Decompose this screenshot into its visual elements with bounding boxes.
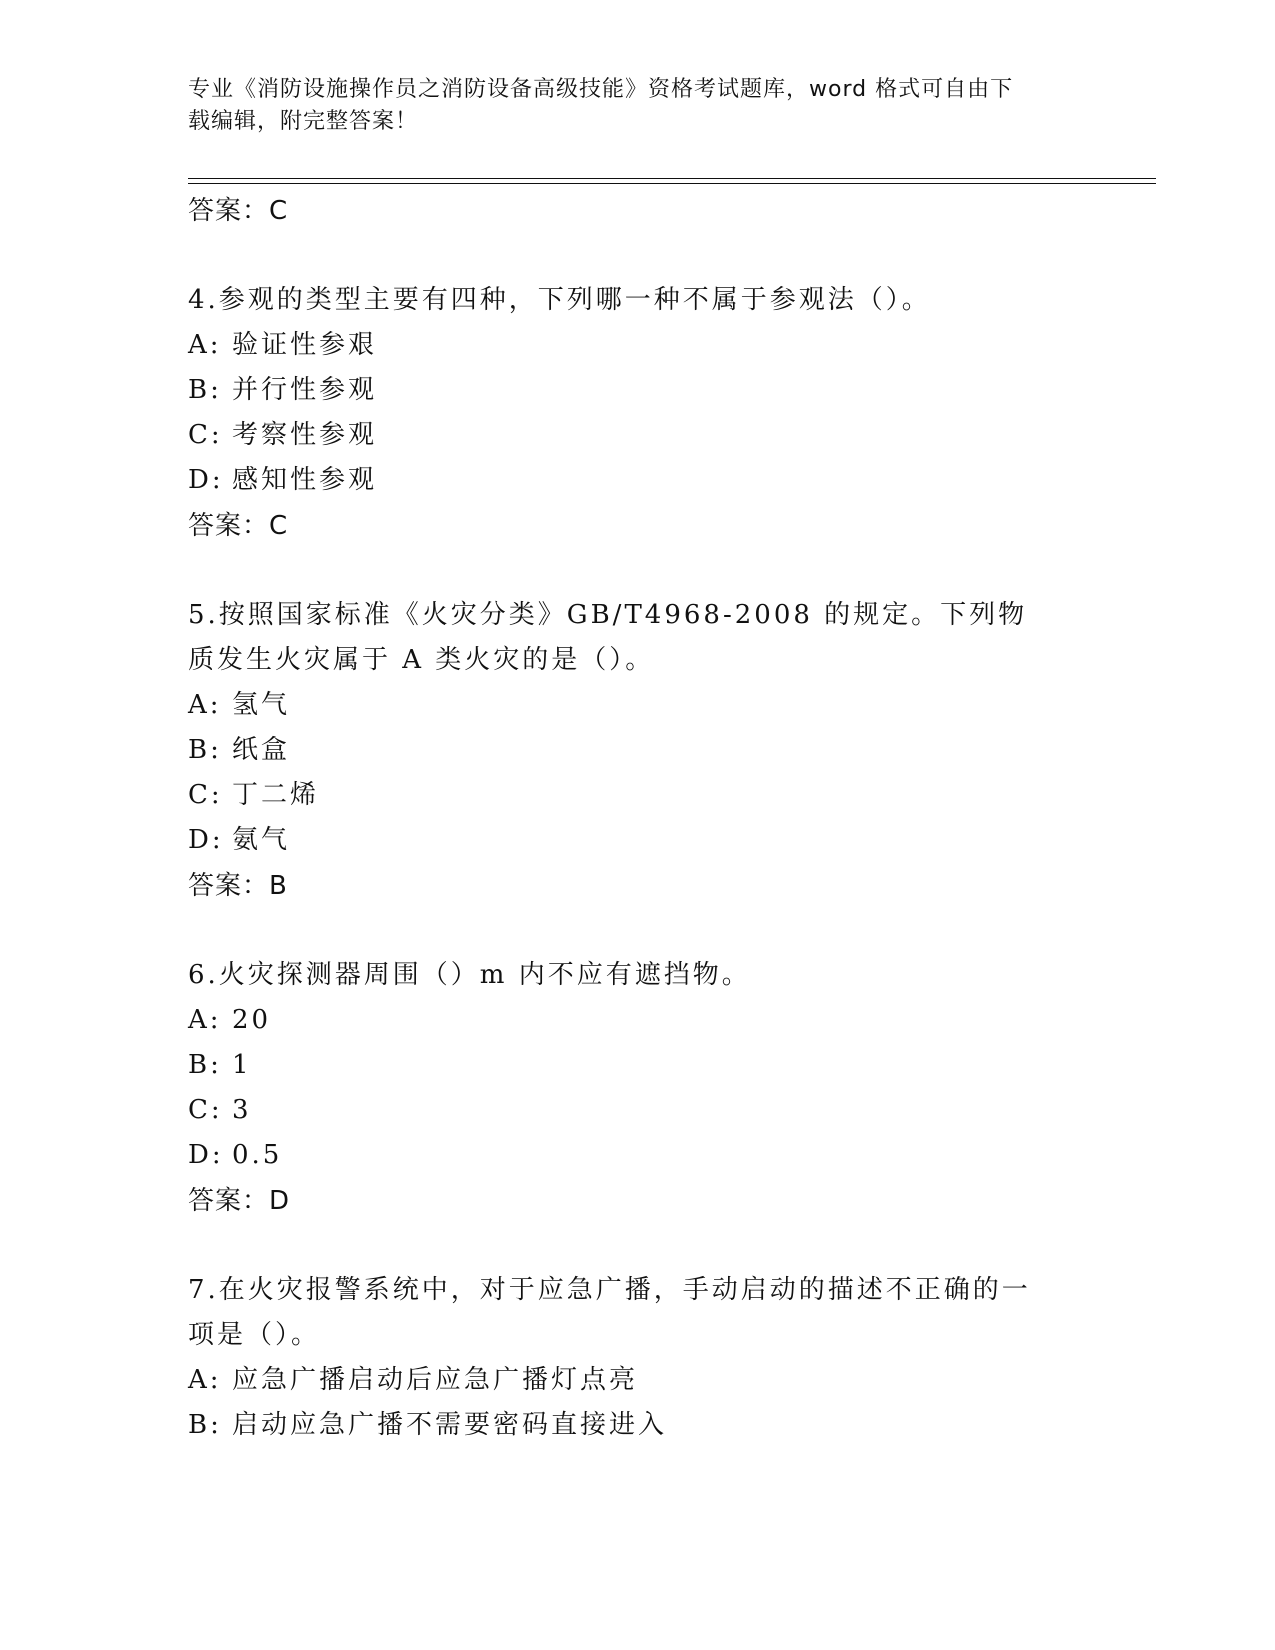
spacer <box>188 909 1088 953</box>
answer-line <box>188 1178 1088 1224</box>
option-letter: C: <box>188 420 223 450</box>
answer-line <box>188 503 1088 549</box>
header-line-1: 专业《消防设施操作员之消防设备高级技能》资格考试题库，word 格式可自由下 <box>188 77 1014 102</box>
option-text: 应急广播启动后应急广播灯点亮 <box>232 1365 639 1395</box>
question-5 <box>188 593 1088 909</box>
option-text: 并行性参观 <box>232 375 378 405</box>
option-text: 验证性参艰 <box>232 330 378 360</box>
header-divider-top <box>188 178 1156 179</box>
answer-value: C <box>269 196 289 226</box>
option-d <box>188 1133 1088 1178</box>
spacer <box>188 549 1088 593</box>
question-stem: 5.按照国家标准《火灾分类》GB/T4968-2008 的规定。下列物质发生火灾属于 A 类火灾的是（）。 <box>188 600 1028 675</box>
answer-label: 答案： <box>188 871 270 901</box>
option-c <box>188 413 1088 458</box>
option-letter: A: <box>188 1365 222 1395</box>
answer-value: B <box>269 871 288 901</box>
option-letter: D: <box>188 1140 224 1170</box>
option-text: 丁二烯 <box>232 780 320 810</box>
header-line-2: 载编辑，附完整答案！ <box>188 109 419 134</box>
option-text: 氢气 <box>232 690 291 720</box>
option-letter: A: <box>188 1005 222 1035</box>
question-stem: 4.参观的类型主要有四种，下列哪一种不属于参观法（）。 <box>188 285 931 315</box>
question-stem: 6.火灾探测器周围（）m 内不应有遮挡物。 <box>188 960 751 990</box>
option-text: 20 <box>232 1005 272 1035</box>
option-letter: D: <box>188 825 224 855</box>
option-b <box>188 728 1088 773</box>
question-list <box>188 188 1088 1448</box>
header-divider-bottom <box>188 183 1156 184</box>
answer-label: 答案： <box>188 196 270 226</box>
spacer <box>188 234 1088 278</box>
option-letter: A: <box>188 690 222 720</box>
option-letter: C: <box>188 780 223 810</box>
option-letter: C: <box>188 1095 223 1125</box>
question-4 <box>188 278 1088 549</box>
answer-line <box>188 188 1088 234</box>
option-letter: B: <box>188 735 222 765</box>
option-b <box>188 368 1088 413</box>
option-text: 3 <box>232 1095 252 1125</box>
option-letter: B: <box>188 375 222 405</box>
option-letter: B: <box>188 1410 222 1440</box>
option-letter: A: <box>188 330 222 360</box>
option-d <box>188 458 1088 503</box>
option-letter: D: <box>188 465 224 495</box>
option-d <box>188 818 1088 863</box>
option-a <box>188 683 1088 728</box>
option-b <box>188 1043 1088 1088</box>
question-6 <box>188 953 1088 1224</box>
option-text: 0.5 <box>232 1140 283 1170</box>
option-text: 感知性参观 <box>232 465 378 495</box>
answer-line <box>188 863 1088 909</box>
option-a <box>188 1358 1088 1403</box>
option-c <box>188 773 1088 818</box>
option-letter: B: <box>188 1050 222 1080</box>
answer-label: 答案： <box>188 1186 270 1216</box>
spacer <box>188 1224 1088 1268</box>
option-text: 1 <box>232 1050 252 1080</box>
option-text: 纸盒 <box>232 735 291 765</box>
option-c <box>188 1088 1088 1133</box>
option-b <box>188 1403 1088 1448</box>
option-text: 启动应急广播不需要密码直接进入 <box>232 1410 668 1440</box>
question-stem: 7.在火灾报警系统中，对于应急广播，手动启动的描述不正确的一项是（）。 <box>188 1275 1031 1350</box>
option-a <box>188 323 1088 368</box>
question-7 <box>188 1268 1088 1448</box>
option-a <box>188 998 1088 1043</box>
document-header <box>188 74 1078 138</box>
answer-label: 答案： <box>188 511 270 541</box>
answer-value: C <box>269 511 289 541</box>
answer-value: D <box>269 1186 291 1216</box>
option-text: 氨气 <box>232 825 291 855</box>
option-text: 考察性参观 <box>232 420 378 450</box>
